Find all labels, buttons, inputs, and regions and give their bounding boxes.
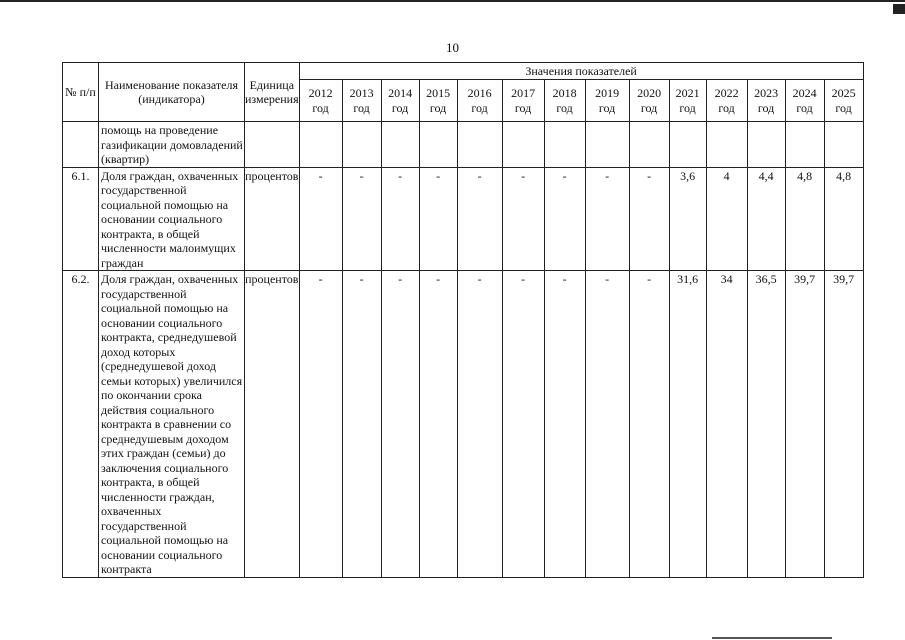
value-cell: -: [457, 167, 502, 271]
table-row: [63, 122, 864, 168]
value-cell: 4: [706, 167, 747, 271]
header-year-word: год: [796, 100, 813, 115]
value-cell: [544, 122, 585, 168]
value-cell: 34: [706, 271, 747, 578]
header-year-value: 2022: [714, 86, 739, 100]
table-body: [63, 122, 864, 578]
value-cell: [706, 122, 747, 168]
value-cell: -: [299, 167, 342, 271]
value-cell: 39,7: [785, 271, 824, 578]
header-year-3: [419, 80, 457, 122]
value-cell: -: [342, 167, 381, 271]
header-year-word: год: [514, 100, 532, 115]
unit-cell: [245, 122, 300, 168]
value-cell: 39,7: [824, 271, 863, 578]
value-cell: -: [629, 167, 669, 271]
value-cell: [785, 122, 824, 168]
value-cell: -: [419, 271, 457, 578]
page-number: 10: [446, 40, 459, 55]
value-cell: -: [419, 167, 457, 271]
value-cell: [381, 122, 419, 168]
value-cell: [419, 122, 457, 168]
value-cell: [629, 122, 669, 168]
value-cell: -: [544, 271, 585, 578]
indicator-name-cell: Доля граждан, охваченных государственной социальной помощью на основании социального контракта, в общей численности малоимущих граждан: [99, 167, 245, 271]
value-cell: 4,8: [824, 167, 863, 271]
value-cell: 36,5: [747, 271, 785, 578]
value-cell: 3,6: [669, 167, 706, 271]
value-cell: -: [381, 271, 419, 578]
header-year-word: год: [556, 100, 573, 115]
header-year-value: 2021: [675, 86, 700, 100]
value-cell: -: [585, 271, 629, 578]
header-year-4: [457, 80, 502, 122]
value-cell: -: [342, 271, 381, 578]
value-cell: [747, 122, 785, 168]
header-year-word: год: [835, 100, 852, 115]
value-cell: 31,6: [669, 271, 706, 578]
value-cell: [585, 122, 629, 168]
header-year-6: [544, 80, 585, 122]
value-cell: -: [629, 271, 669, 578]
value-cell: -: [502, 167, 544, 271]
header-year-13: [824, 80, 863, 122]
value-cell: -: [502, 271, 544, 578]
header-year-value: 2019: [595, 86, 620, 100]
unit-cell: процентов: [245, 271, 300, 578]
scan-top-border: [0, 0, 905, 2]
value-cell: -: [299, 271, 342, 578]
header-year-word: год: [757, 100, 775, 115]
header-col-name: Наименование показателя (индикатора): [99, 63, 245, 122]
header-year-10: [706, 80, 747, 122]
header-year-value: 2017: [511, 86, 536, 100]
unit-cell: процентов: [245, 167, 300, 271]
scan-bottom-mark: [712, 637, 832, 639]
value-cell: -: [544, 167, 585, 271]
header-year-12: [785, 80, 824, 122]
header-year-value: 2018: [552, 86, 577, 100]
header-year-word: год: [679, 100, 696, 115]
header-year-word: год: [471, 100, 488, 115]
header-year-value: 2012: [308, 86, 333, 100]
value-cell: -: [457, 271, 502, 578]
value-cell: [299, 122, 342, 168]
value-cell: [502, 122, 544, 168]
header-year-value: 2025: [831, 86, 856, 100]
header-year-0: [299, 80, 342, 122]
table-row: [63, 271, 864, 578]
header-year-word: год: [429, 100, 447, 115]
header-year-7: [585, 80, 629, 122]
value-cell: -: [585, 167, 629, 271]
indicator-name-cell: Доля граждан, охваченных государственной социальной помощью на основании социального контракта, среднедушевой доход которых (среднедушевой доход семьи которых) увеличился по окончании срока действия социального контракта в сравнении со среднедушевым доходом этих граждан (семьи) до заключения социального контракта, в общей численности граждан, охваченных государственной социальной помощью на основании социального контракта: [99, 271, 245, 578]
value-cell: -: [381, 167, 419, 271]
value-cell: [342, 122, 381, 168]
value-cell: 4,4: [747, 167, 785, 271]
header-year-1: [342, 80, 381, 122]
indicators-table: [62, 62, 864, 578]
value-cell: [824, 122, 863, 168]
value-cell: [457, 122, 502, 168]
header-year-word: год: [718, 100, 735, 115]
value-cell: 4,8: [785, 167, 824, 271]
table-row: [63, 167, 864, 271]
header-year-word: год: [598, 100, 616, 115]
header-year-11: [747, 80, 785, 122]
scan-corner-mark: [893, 4, 905, 14]
header-year-9: [669, 80, 706, 122]
header-year-value: 2020: [637, 86, 662, 100]
header-year-5: [502, 80, 544, 122]
header-year-word: год: [312, 100, 329, 115]
row-number-cell: [63, 122, 99, 168]
header-year-value: 2013: [349, 86, 374, 100]
row-number-cell: 6.1.: [63, 167, 99, 271]
header-year-value: 2023: [754, 86, 779, 100]
header-year-8: [629, 80, 669, 122]
indicator-name-cell: помощь на проведение газификации домовладений (квартир): [99, 122, 245, 168]
header-col-unit: Единица измерения: [245, 63, 300, 122]
header-col-number: № п/п: [63, 63, 99, 122]
row-number-cell: 6.2.: [63, 271, 99, 578]
value-cell: [669, 122, 706, 168]
header-year-value: 2015: [426, 86, 451, 100]
header-col-values: Значения показателей: [299, 63, 863, 80]
header-year-word: год: [640, 100, 658, 115]
header-year-value: 2024: [792, 86, 817, 100]
header-year-value: 2016: [467, 86, 492, 100]
header-year-2: [381, 80, 419, 122]
header-year-value: 2014: [388, 86, 413, 100]
header-year-word: год: [353, 100, 370, 115]
header-year-word: год: [391, 100, 409, 115]
